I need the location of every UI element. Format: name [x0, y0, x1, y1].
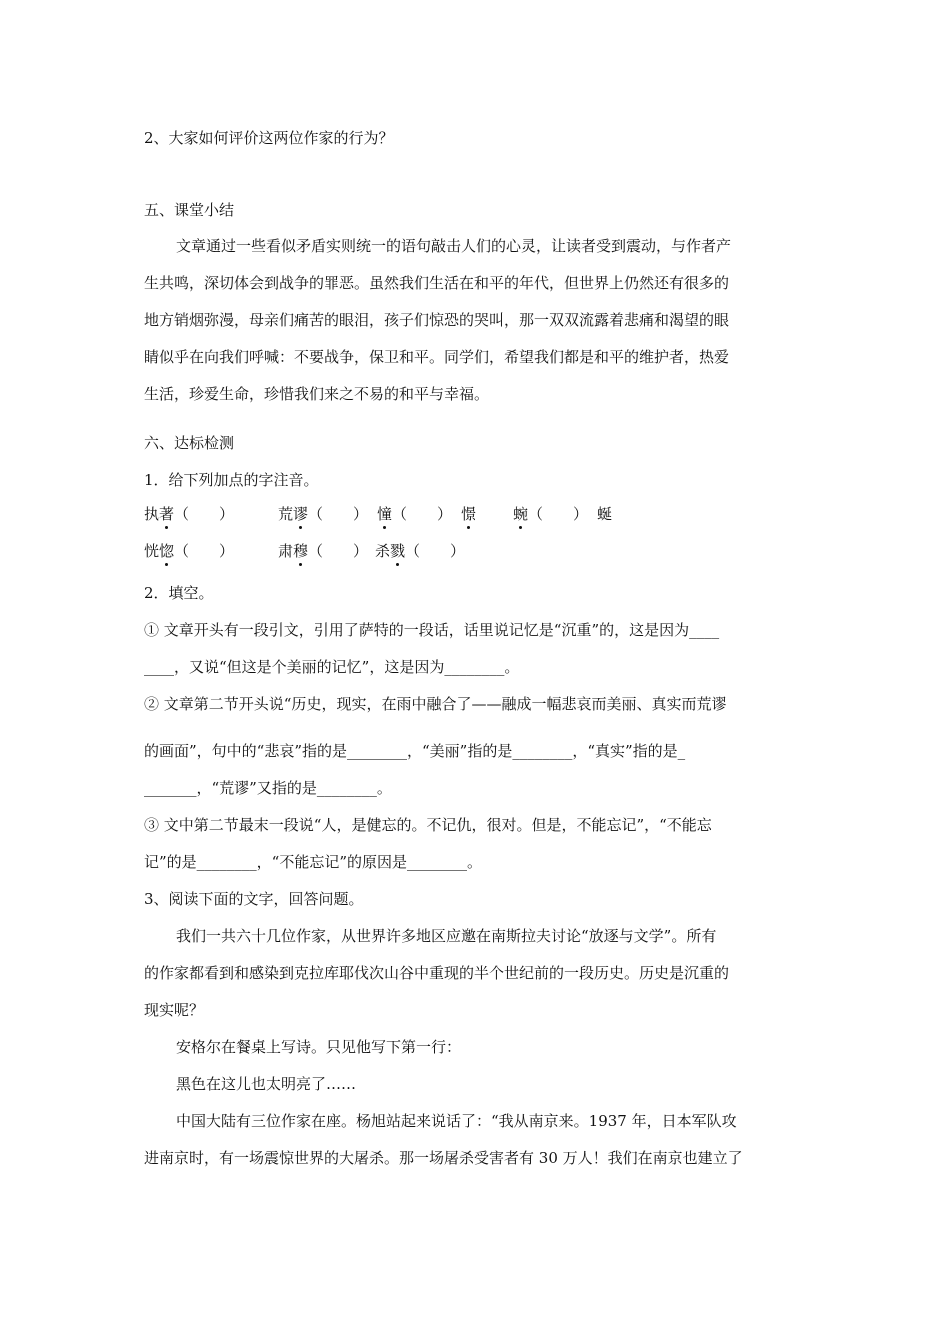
fill-line: ② 文章第二节开头说“历史，现实，在雨中融合了——融成一幅悲哀而美丽、真实而荒谬 — [144, 695, 727, 713]
fill-line: ③ 文中第二节最末一段说“人，是健忘的。不记仇，很对。但是，不能忘记”，“不能忘 — [144, 816, 712, 834]
pinyin-item: 恍惚（ ） — [144, 542, 235, 560]
fill-line: 记”的是________，“不能忘记”的原因是________。 — [144, 853, 483, 871]
exercise-2-title: 2．填空。 — [144, 584, 214, 602]
summary-line: 地方销烟弥漫，母亲们痛苦的眼泪，孩子们惊恐的哭叫，那一双双流露着悲痛和渴望的眼 — [144, 311, 730, 329]
pinyin-item: 荒谬（ ） — [278, 505, 369, 523]
pinyin-item: 蜒 — [597, 505, 613, 523]
summary-line: 生共鸣，深切体会到战争的罪恶。虽然我们生活在和平的年代，但世界上仍然还有很多的 — [144, 274, 730, 292]
fill-line: _______，“荒谬”又指的是________。 — [144, 779, 392, 797]
summary-line: 生活，珍爱生命，珍惜我们来之不易的和平与幸福。 — [144, 385, 490, 403]
pinyin-item: 肃穆（ ） — [278, 542, 369, 560]
section-6-title: 六、达标检测 — [144, 434, 235, 452]
summary-line: 睛似乎在向我们呼喊：不要战争，保卫和平。同学们，希望我们都是和平的维护者，热爱 — [144, 348, 730, 366]
reading-line: 的作家都看到和感染到克拉库耶伐次山谷中重现的半个世纪前的一段历史。历史是沉重的 — [144, 964, 730, 982]
reading-line: 我们一共六十几位作家，从世界许多地区应邀在南斯拉夫讨论“放逐与文学”。所有 — [176, 927, 717, 945]
exercise-3-title: 3、阅读下面的文字，回答问题。 — [144, 890, 364, 908]
pinyin-item: 蜿（ ） — [513, 505, 589, 523]
section-5-title: 五、课堂小结 — [144, 201, 235, 219]
pinyin-item: 杀戮（ ） — [375, 542, 466, 560]
fill-line: ① 文章开头有一段引文，引用了萨特的一段话，话里说记忆是“沉重”的，这是因为____ — [144, 621, 720, 639]
reading-line: 黑色在这儿也太明亮了…… — [176, 1075, 357, 1093]
reading-line: 安格尔在餐桌上写诗。只见他写下第一行： — [176, 1038, 462, 1056]
exercise-1-title: 1．给下列加点的字注音。 — [144, 471, 319, 489]
pinyin-item: 憧（ ） — [377, 505, 453, 523]
pinyin-item: 执著（ ） — [144, 505, 235, 523]
reading-line: 进南京时，有一场震惊世界的大屠杀。那一场屠杀受害者有 30 万人！我们在南京也建立了 — [144, 1149, 743, 1167]
fill-line: ____，又说“但这是个美丽的记忆”，这是因为________。 — [144, 658, 520, 676]
reading-line: 现实呢？ — [144, 1001, 205, 1019]
reading-line: 中国大陆有三位作家在座。杨旭站起来说话了：“我从南京来。1937 年，日本军队攻 — [176, 1112, 737, 1130]
question-2: 2、大家如何评价这两位作家的行为？ — [144, 129, 394, 147]
pinyin-item: 憬 — [461, 505, 477, 523]
fill-line: 的画面”，句中的“悲哀”指的是________，“美丽”指的是________，“真实”指的是_ — [144, 742, 686, 760]
summary-line: 文章通过一些看似矛盾实则统一的语句敲击人们的心灵，让读者受到震动，与作者产 — [176, 237, 732, 255]
